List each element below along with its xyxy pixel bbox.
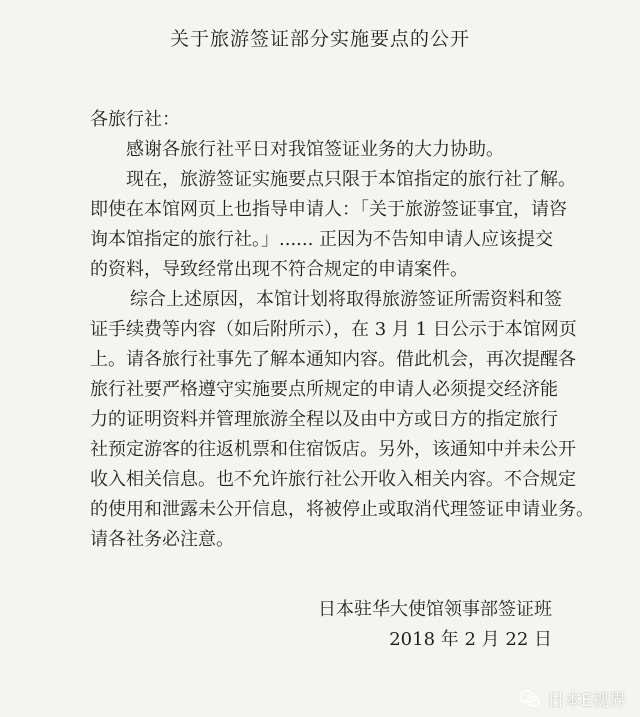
paragraph-line: 综合上述原因，本馆计划将取得旅游签证所需资料和签 [130, 289, 562, 310]
paragraph-line: 的资料，导致经常出现不符合规定的申请案件。 [90, 259, 468, 280]
paragraph-line: 旅行社要严格遵守实施要点所规定的申请人必须提交经济能 [90, 379, 558, 400]
issuer-name: 日本驻华大使馆领事部签证班 [318, 599, 552, 620]
paragraph-line: 询本馆指定的旅行社。」...... 正因为不告知申请人应该提交 [90, 229, 554, 250]
paragraph-line: 收入相关信息。也不允许旅行社公开收入相关内容。不合规定 [90, 469, 576, 490]
paragraph-line: 上。请各旅行社事先了解本通知内容。借此机会，再次提醒各 [90, 349, 576, 370]
paragraph-line: 现在，旅游签证实施要点只限于本馆指定的旅行社了解。 [126, 169, 576, 190]
watermark-label: 日本E视界 [547, 691, 626, 711]
wechat-icon [519, 688, 541, 710]
paragraph-line: 力的证明资料并管理旅游全程以及由中方或日方的指定旅行 [90, 409, 558, 430]
document-title: 关于旅游签证部分实施要点的公开 [169, 28, 470, 50]
salutation: 各旅行社： [90, 109, 180, 130]
paragraph-line: 社预定游客的往返机票和住宿饭店。另外，该通知中并未公开 [90, 439, 576, 460]
signature-block [318, 595, 552, 655]
paragraph-line: 的使用和泄露未公开信息，将被停止或取消代理签证申请业务。 [90, 499, 594, 520]
paragraph-line: 证手续费等内容（如后附所示），在 3 月 1 日公示于本馆网页 [90, 319, 577, 340]
document-body [90, 105, 594, 555]
paragraph-line: 请各社务必注意。 [90, 529, 234, 550]
paragraph-line: 感谢各旅行社平日对我馆签证业务的大力协助。 [126, 139, 504, 160]
watermark [519, 686, 626, 711]
paragraph-line: 即使在本馆网页上也指导申请人：「关于旅游签证事宜，请咨 [90, 199, 567, 220]
issue-date: 2018 年 2 月 22 日 [389, 629, 552, 650]
